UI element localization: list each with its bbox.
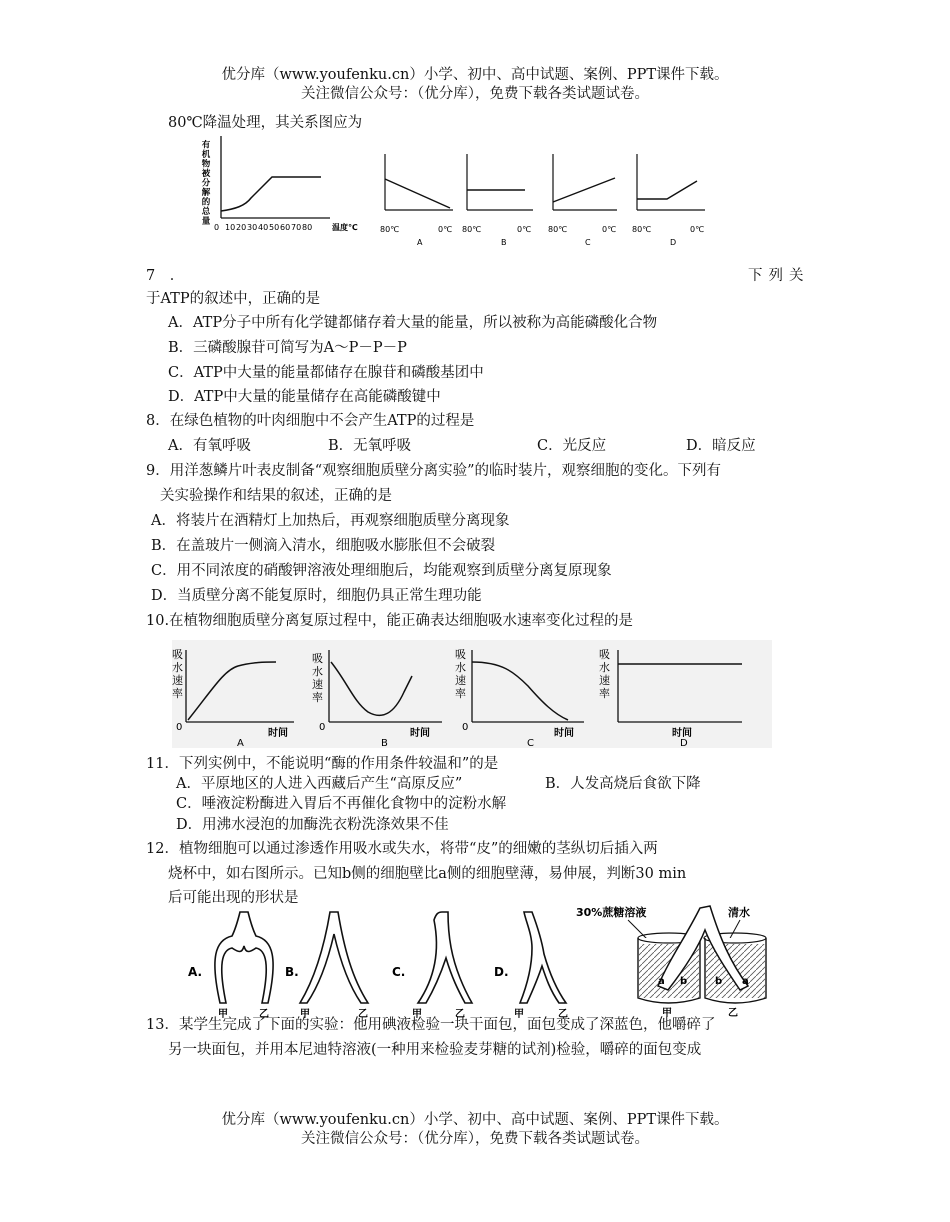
svg-text:70: 70 — [291, 223, 302, 232]
q12-option-a-shape — [188, 912, 273, 1020]
svg-text:D: D — [670, 238, 677, 247]
svg-text:0: 0 — [176, 722, 183, 733]
svg-text:乙: 乙 — [455, 1009, 465, 1020]
svg-text:B: B — [381, 738, 388, 748]
svg-text:a: a — [742, 976, 749, 987]
q12-stem-line-3: 后可能出现的形状是 — [168, 890, 299, 906]
svg-text:b: b — [680, 976, 688, 987]
q7-stem: 于ATP的叙述中，正确的是 — [146, 291, 321, 307]
svg-text:吸: 吸 — [599, 648, 610, 661]
q10-figure — [172, 640, 772, 748]
svg-text:甲: 甲 — [662, 1008, 672, 1019]
svg-text:20: 20 — [236, 223, 247, 232]
q8-stem: 8．在绿色植物的叶肉细胞中不会产生ATP的过程是 — [146, 413, 475, 429]
svg-text:甲: 甲 — [300, 1009, 310, 1020]
q6-main-graph — [200, 136, 358, 232]
svg-text:甲: 甲 — [412, 1009, 422, 1020]
svg-text:30%蔗糖溶液: 30%蔗糖溶液 — [576, 906, 647, 919]
svg-text:A: A — [237, 738, 244, 748]
svg-text:D: D — [680, 738, 688, 748]
svg-text:80℃: 80℃ — [462, 225, 482, 234]
svg-text:乙: 乙 — [358, 1009, 368, 1020]
q12-option-b-shape — [285, 912, 368, 1020]
q6-ylabel: 有机物被分解的总量 — [200, 140, 210, 226]
q11-option-a: A．平原地区的人进入西藏后产生“高原反应” — [176, 776, 463, 792]
svg-text:0℃: 0℃ — [690, 225, 705, 234]
svg-text:吸: 吸 — [312, 652, 323, 665]
svg-text:A: A — [417, 238, 423, 247]
svg-text:80℃: 80℃ — [632, 225, 652, 234]
q6-tail: 80℃降温处理，其关系图应为 — [168, 115, 363, 131]
q11-stem: 11．下列实例中，不能说明“酶的作用条件较温和”的是 — [146, 756, 499, 772]
svg-text:时间: 时间 — [672, 728, 692, 739]
header-line-1: 优分库（www.youfenku.cn）小学、初中、高中试题、案例、PPT课件下载。 — [221, 67, 729, 83]
svg-text:速: 速 — [312, 678, 323, 691]
svg-text:水: 水 — [172, 661, 183, 674]
svg-text:速: 速 — [172, 674, 183, 687]
svg-text:吸: 吸 — [172, 648, 183, 661]
svg-text:a: a — [658, 976, 665, 987]
q7-option-c: C．ATP中大量的能量都储存在腺苷和磷酸基团中 — [168, 365, 484, 381]
q7-number: 7 ． — [146, 268, 185, 284]
svg-text:A.: A. — [188, 965, 203, 979]
q12-stem-line-2: 烧杯中，如右图所示。已知b侧的细胞壁比a侧的细胞壁薄，易伸展，判断30 min — [168, 866, 687, 882]
svg-text:吸: 吸 — [455, 648, 466, 661]
svg-text:时间: 时间 — [268, 728, 288, 739]
svg-text:C: C — [585, 238, 591, 247]
q6-main-curve — [221, 177, 321, 211]
svg-text:80: 80 — [302, 223, 313, 232]
svg-text:速: 速 — [455, 674, 466, 687]
q7-stem-right: 下列关 — [748, 268, 810, 284]
svg-text:b: b — [715, 976, 723, 987]
q11-option-c: C．唾液淀粉酶进入胃后不再催化食物中的淀粉水解 — [176, 796, 507, 812]
svg-text:0℃: 0℃ — [517, 225, 532, 234]
q8-option-d: D．暗反应 — [686, 438, 756, 454]
q9-stem-line-1: 9．用洋葱鳞片叶表皮制备“观察细胞质壁分离实验”的临时装片，观察细胞的变化。下列有 — [146, 463, 722, 479]
svg-text:甲: 甲 — [514, 1009, 524, 1020]
svg-text:甲: 甲 — [218, 1009, 228, 1020]
q7-option-d: D．ATP中大量的能量储存在高能磷酸键中 — [168, 389, 441, 405]
q12-stem-line-1: 12．植物细胞可以通过渗透作用吸水或失水，将带“皮”的细嫩的茎纵切后插入两 — [146, 841, 658, 857]
svg-text:10: 10 — [225, 223, 236, 232]
q6-figure — [195, 136, 725, 251]
svg-text:B.: B. — [285, 965, 299, 979]
q10-stem: 10.在植物细胞质壁分离复原过程中，能正确表达细胞吸水速率变化过程的是 — [146, 613, 634, 629]
svg-text:60: 60 — [280, 223, 291, 232]
q6-option-b-graph — [462, 154, 533, 247]
q9-option-a: A．将装片在酒精灯上加热后，再观察细胞质壁分离现象 — [151, 513, 510, 529]
svg-text:速: 速 — [599, 674, 610, 687]
q8-option-a: A．有氧呼吸 — [168, 438, 251, 454]
svg-text:40: 40 — [258, 223, 269, 232]
q12-beaker-diagram — [576, 905, 766, 1019]
svg-text:水: 水 — [455, 661, 466, 674]
svg-text:0: 0 — [319, 722, 326, 733]
svg-text:D.: D. — [494, 965, 509, 979]
svg-text:乙: 乙 — [728, 1008, 738, 1019]
svg-text:乙: 乙 — [558, 1009, 568, 1020]
q6-option-c-graph — [548, 154, 617, 247]
svg-text:30: 30 — [247, 223, 258, 232]
svg-text:时间: 时间 — [554, 728, 574, 739]
q7-option-a: A．ATP分子中所有化学键都储存着大量的能量，所以被称为高能磷酸化合物 — [168, 315, 658, 331]
svg-text:温度℃: 温度℃ — [332, 223, 358, 232]
svg-text:率: 率 — [312, 691, 323, 704]
svg-text:C.: C. — [392, 965, 406, 979]
q11-option-b: B．人发高烧后食欲下降 — [545, 776, 701, 792]
q13-stem-line-1: 13．某学生完成了下面的实验：他用碘液检验一块干面包，面包变成了深蓝色，他嚼碎了 — [146, 1017, 716, 1033]
q6-option-d-graph — [632, 154, 705, 247]
q13-stem-line-2: 另一块面包，并用本尼迪特溶液(一种用来检验麦芽糖的试剂)检验，嚼碎的面包变成 — [168, 1042, 702, 1058]
q12-option-c-shape — [392, 912, 472, 1020]
q8-option-b: B．无氧呼吸 — [328, 438, 412, 454]
svg-text:时间: 时间 — [410, 728, 430, 739]
svg-text:清水: 清水 — [728, 906, 750, 919]
q11-option-d: D．用沸水浸泡的加酶洗衣粉洗涤效果不佳 — [176, 817, 449, 833]
q9-option-b: B．在盖玻片一侧滴入清水，细胞吸水膨胀但不会破裂 — [151, 538, 496, 554]
header-line-2: 关注微信公众号：（优分库），免费下载各类试题试卷。 — [301, 86, 649, 102]
q12-figure — [180, 898, 770, 1020]
q6-option-a-graph — [380, 154, 453, 247]
svg-text:80℃: 80℃ — [548, 225, 568, 234]
svg-text:80℃: 80℃ — [380, 225, 400, 234]
svg-text:0: 0 — [214, 223, 220, 232]
q7-option-b: B．三磷酸腺苷可简写为A～P－P－P — [168, 340, 407, 356]
footer-line-2: 关注微信公众号：（优分库），免费下载各类试题试卷。 — [301, 1131, 649, 1147]
svg-text:水: 水 — [312, 665, 323, 678]
svg-text:0: 0 — [462, 722, 469, 733]
svg-text:率: 率 — [455, 687, 466, 700]
svg-text:50: 50 — [269, 223, 280, 232]
svg-text:0℃: 0℃ — [602, 225, 617, 234]
svg-text:C: C — [527, 738, 534, 748]
svg-text:B: B — [501, 238, 507, 247]
q9-option-c: C．用不同浓度的硝酸钾溶液处理细胞后，均能观察到质壁分离复原现象 — [151, 563, 612, 579]
svg-text:率: 率 — [172, 687, 183, 700]
q9-stem-line-2: 关实验操作和结果的叙述，正确的是 — [160, 488, 392, 504]
footer-line-1: 优分库（www.youfenku.cn）小学、初中、高中试题、案例、PPT课件下载。 — [221, 1112, 729, 1128]
svg-text:乙: 乙 — [259, 1009, 269, 1020]
q9-option-d: D．当质壁分离不能复原时，细胞仍具正常生理功能 — [151, 588, 482, 604]
q8-option-c: C．光反应 — [537, 438, 607, 454]
svg-text:水: 水 — [599, 661, 610, 674]
q12-option-d-shape — [494, 912, 568, 1020]
svg-text:0℃: 0℃ — [438, 225, 453, 234]
svg-text:率: 率 — [599, 687, 610, 700]
